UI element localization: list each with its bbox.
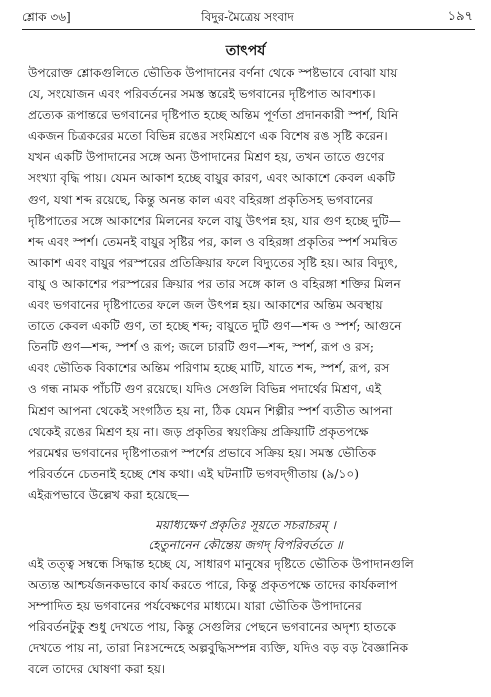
text-line: সম্পাদিত হয় ভগবানের পর্যবেক্ষণের মাধ্যমে। যারা ভৌতিক উপাদানের — [28, 599, 362, 614]
chapter-title: বিদুর-মৈত্রেয় সংবাদ — [201, 10, 294, 24]
text-line: এবং ভৌতিক বিকাশের অন্তিম পরিণাম হচ্ছে মাটি, যাতে শব্দ, স্পর্শ, রূপ, রস — [28, 361, 390, 376]
text-line: বলে তাদের ঘোষণা করা হয়। — [28, 662, 166, 677]
verse-line: ময়াধ্যক্ষেণ প্রকৃতিঃ সূয়তে সচরাচরম্ । — [155, 518, 336, 532]
purport-paragraph-1 — [28, 63, 463, 506]
text-line: আকাশ এবং বায়ুর পরস্পরের প্রতিক্রিয়ার ফলে বিদ্যুতের সৃষ্টি হয়। আর বিদ্যুৎ, — [28, 255, 398, 270]
text-line: পরমেশ্বর ভগবানের দৃষ্টিপাতরূপ স্পর্শের প্রভাবে সক্রিয় হয়। সমস্ত ভৌতিক — [28, 445, 377, 460]
verse-line: হেতুনানেন কৌন্তেয় জগদ্ বিপরিবর্ততে ॥ — [148, 538, 343, 552]
header-rule — [22, 29, 475, 30]
purport-paragraph-2 — [28, 554, 463, 681]
text-line: এই তত্ত্ব সম্বন্ধে সিদ্ধান্ত হচ্ছে যে, সাধারণ মানুষের দৃষ্টিতে ভৌতিক উপাদানগুলি — [28, 557, 414, 571]
quoted-verse — [0, 515, 491, 555]
text-line: সংখ্যা বৃদ্ধি পায়। যেমন আকাশ হচ্ছে বায়ুর কারণ, এবং আকাশে কেবল একটি — [28, 171, 396, 186]
text-line: বায়ু ও আকাশের পরস্পরের ক্রিয়ার পর তার সঙ্গে কাল ও বহিরঙ্গা শক্তির মিলন — [28, 276, 401, 291]
text-line: তাতে কেবল একটি গুণ, তা হচ্ছে শব্দ; বায়ুতে দুটি গুণ—শব্দ ও স্পর্শ; আগুনে — [28, 319, 402, 334]
text-line: মিশ্রণ আপনা থেকেই সংগঠিত হয় না, ঠিক যেমন শিল্পীর স্পর্শ ব্যতীত আপনা — [28, 403, 393, 418]
text-line: পরিবর্তনে চেতনাই হচ্ছে শেষ কথা। এই ঘটনাটি ভগবদ্‌গীতায় (৯/১০) — [28, 466, 360, 481]
text-line: এবং ভগবানের দৃষ্টিপাতের ফলে জল উৎপন্ন হয়। আকাশের অন্তিম অবস্থায় — [28, 298, 383, 313]
text-line: দেখতে পায় না, তারা নিঃসন্দেহে অল্পবুদ্ধিসম্পন্ন ব্যক্তি, যদিও বড় বড় বৈজ্ঞানিক — [28, 641, 409, 656]
text-line: দৃষ্টিপাতের সঙ্গে আকাশের মিলনের ফলে বায়ু উৎপন্ন হয়, যার গুণ হচ্ছে দুটি— — [28, 213, 401, 228]
text-line: গুণ, যথা শব্দ রয়েছে, কিন্তু অনন্ত কাল এবং বহিরঙ্গা প্রকৃতিসহ ভগবানের — [28, 192, 373, 207]
verse-reference: শ্লোক ৩৬] — [22, 10, 71, 24]
page-number: ১৯৭ — [447, 9, 473, 24]
text-line: একজন চিত্রকরের মতো বিভিন্ন রঙের সংমিশ্রণে এক বিশেষ রঙ সৃষ্টি করেন। — [28, 129, 388, 144]
text-line: অত্যন্ত আশ্চর্যজনকভাবে কার্য করতে পারে, কিন্তু প্রকৃতপক্ষে তাদের কার্যকলাপ — [28, 578, 398, 593]
text-line: পরিবর্তনটুকু শুধু দেখতে পায়, কিন্তু সেগুলির পেছনে ভগবানের অদৃশ্য হাতকে — [28, 620, 397, 635]
running-header — [22, 6, 473, 28]
text-line: যে, সংযোজন এবং পরিবর্তনের সমস্ত স্তরেই ভগবানের দৃষ্টিপাত আবশ্যক। — [28, 87, 376, 102]
text-line: যখন একটি উপাদানের সঙ্গে অন্য উপাদানের মিশ্রণ হয়, তখন তাতে গুণের — [28, 150, 385, 165]
text-line: থেকেই রঙের মিশ্রণ হয় না। জড় প্রকৃতির স্বয়ংক্রিয় প্রক্রিয়াটি প্রকৃতপক্ষে — [28, 424, 369, 439]
section-title: তাৎপর্য — [225, 43, 266, 59]
text-line: তিনটি গুণ—শব্দ, স্পর্শ ও রূপ; জলে চারটি গুণ—শব্দ, স্পর্শ, রূপ ও রস; — [28, 340, 374, 355]
text-line: এইরূপভাবে উল্লেখ করা হয়েছে— — [28, 487, 190, 502]
text-line: প্রত্যেক রূপান্তরে ভগবানের দৃষ্টিপাত হচ্ছে অন্তিম পূর্ণতা প্রদানকারী স্পর্শ, যিনি — [28, 108, 399, 123]
text-line: ও গন্ধ নামক পাঁচটি গুণ রয়েছে। যদিও সেগুলি বিভিন্ন পদার্থের মিশ্রণ, এই — [28, 382, 382, 397]
text-line: শব্দ এবং স্পর্শ। তেমনই বায়ুর সৃষ্টির পর, কাল ও বহিরঙ্গা প্রকৃতির স্পর্শ সমন্বিত — [28, 234, 398, 249]
text-line: উপরোক্ত শ্লোকগুলিতে ভৌতিক উপাদানের বর্ণনা থেকে স্পষ্টভাবে বোঝা যায় — [28, 66, 398, 80]
